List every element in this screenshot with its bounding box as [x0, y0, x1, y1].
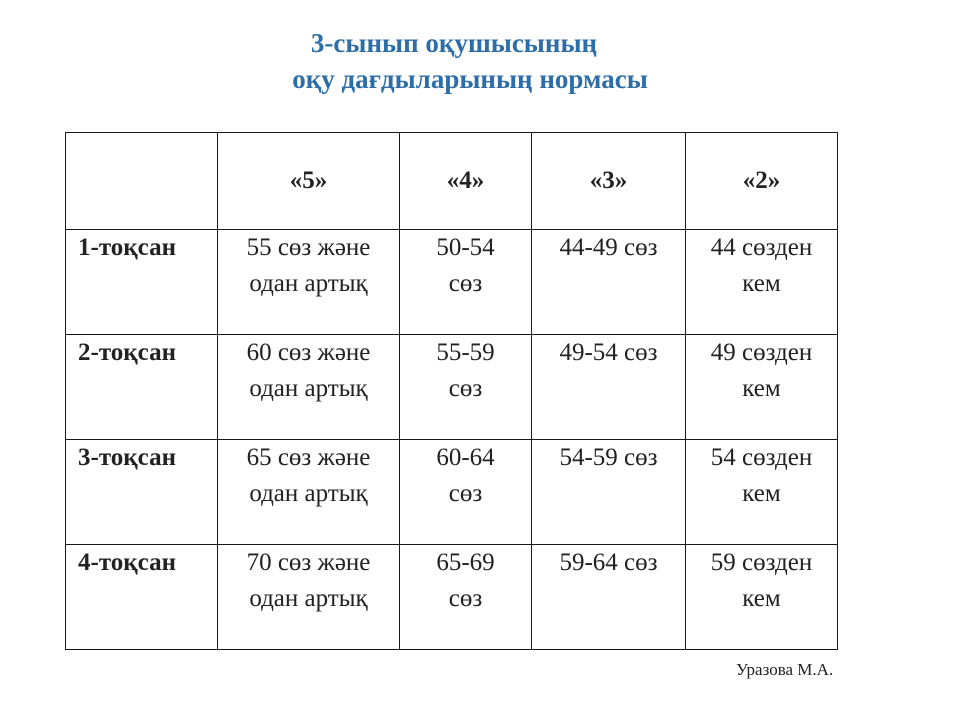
- cell-grade-2: [686, 335, 838, 440]
- cell-text: одан артық: [249, 375, 368, 402]
- cell-grade-3: [532, 335, 686, 440]
- cell-text: 60-64: [436, 444, 495, 471]
- table-row: [66, 335, 838, 440]
- cell-grade-5: [218, 545, 400, 650]
- cell-grade-3: [532, 545, 686, 650]
- cell-text: кем: [742, 270, 781, 297]
- quarter-label: 1-тоқсан: [66, 230, 218, 335]
- cell-text: 54-59 сөз: [559, 444, 658, 471]
- cell-text: сөз: [448, 585, 483, 612]
- cell-text: кем: [742, 375, 781, 402]
- cell-text: 65 сөз және: [246, 444, 371, 471]
- cell-text: 44 сөзден: [710, 234, 813, 261]
- cell-grade-3: [532, 440, 686, 545]
- cell-grade-4: [400, 230, 532, 335]
- header-grade-4: «4»: [400, 133, 532, 230]
- table-header-row: [66, 133, 838, 230]
- header-grade-5: «5»: [218, 133, 400, 230]
- cell-text: 50-54: [436, 234, 495, 261]
- cell-text: сөз: [448, 480, 483, 507]
- cell-text: 55 сөз және: [246, 234, 371, 261]
- header-grade-3: «3»: [532, 133, 686, 230]
- cell-grade-4: [400, 335, 532, 440]
- cell-text: 49-54 сөз: [559, 339, 658, 366]
- quarter-label: 4-тоқсан: [66, 545, 218, 650]
- cell-grade-5: [218, 230, 400, 335]
- cell-text: 54 сөзден: [710, 444, 813, 471]
- cell-grade-3: [532, 230, 686, 335]
- cell-text: кем: [742, 480, 781, 507]
- cell-text: одан артық: [249, 480, 368, 507]
- cell-grade-2: [686, 230, 838, 335]
- cell-grade-2: [686, 545, 838, 650]
- cell-text: 55-59: [436, 339, 495, 366]
- table-row: [66, 545, 838, 650]
- cell-text: одан артық: [249, 585, 368, 612]
- cell-grade-4: [400, 440, 532, 545]
- page-title-line-1: 3-сынып оқушысының: [310, 28, 598, 58]
- author-signature: Уразова М.А.: [736, 660, 834, 679]
- header-corner-cell: [66, 133, 218, 230]
- cell-text: кем: [742, 585, 781, 612]
- cell-text: 44-49 сөз: [559, 234, 658, 261]
- cell-text: 59 сөзден: [710, 549, 813, 576]
- cell-text: 60 сөз және: [246, 339, 371, 366]
- quarter-label: 2-тоқсан: [66, 335, 218, 440]
- cell-grade-4: [400, 545, 532, 650]
- page-title-line-2: оқу дағдыларының нормасы: [292, 64, 648, 94]
- header-grade-2: «2»: [686, 133, 838, 230]
- cell-text: одан артық: [249, 270, 368, 297]
- table-row: [66, 230, 838, 335]
- cell-text: 70 сөз және: [246, 549, 371, 576]
- quarter-label: 3-тоқсан: [66, 440, 218, 545]
- cell-grade-2: [686, 440, 838, 545]
- cell-grade-5: [218, 335, 400, 440]
- cell-grade-5: [218, 440, 400, 545]
- cell-text: сөз: [448, 375, 483, 402]
- cell-text: 65-69: [436, 549, 495, 576]
- cell-text: 59-64 сөз: [559, 549, 658, 576]
- cell-text: сөз: [448, 270, 483, 297]
- cell-text: 49 сөзден: [710, 339, 813, 366]
- table-row: [66, 440, 838, 545]
- reading-norms-table: [65, 132, 838, 650]
